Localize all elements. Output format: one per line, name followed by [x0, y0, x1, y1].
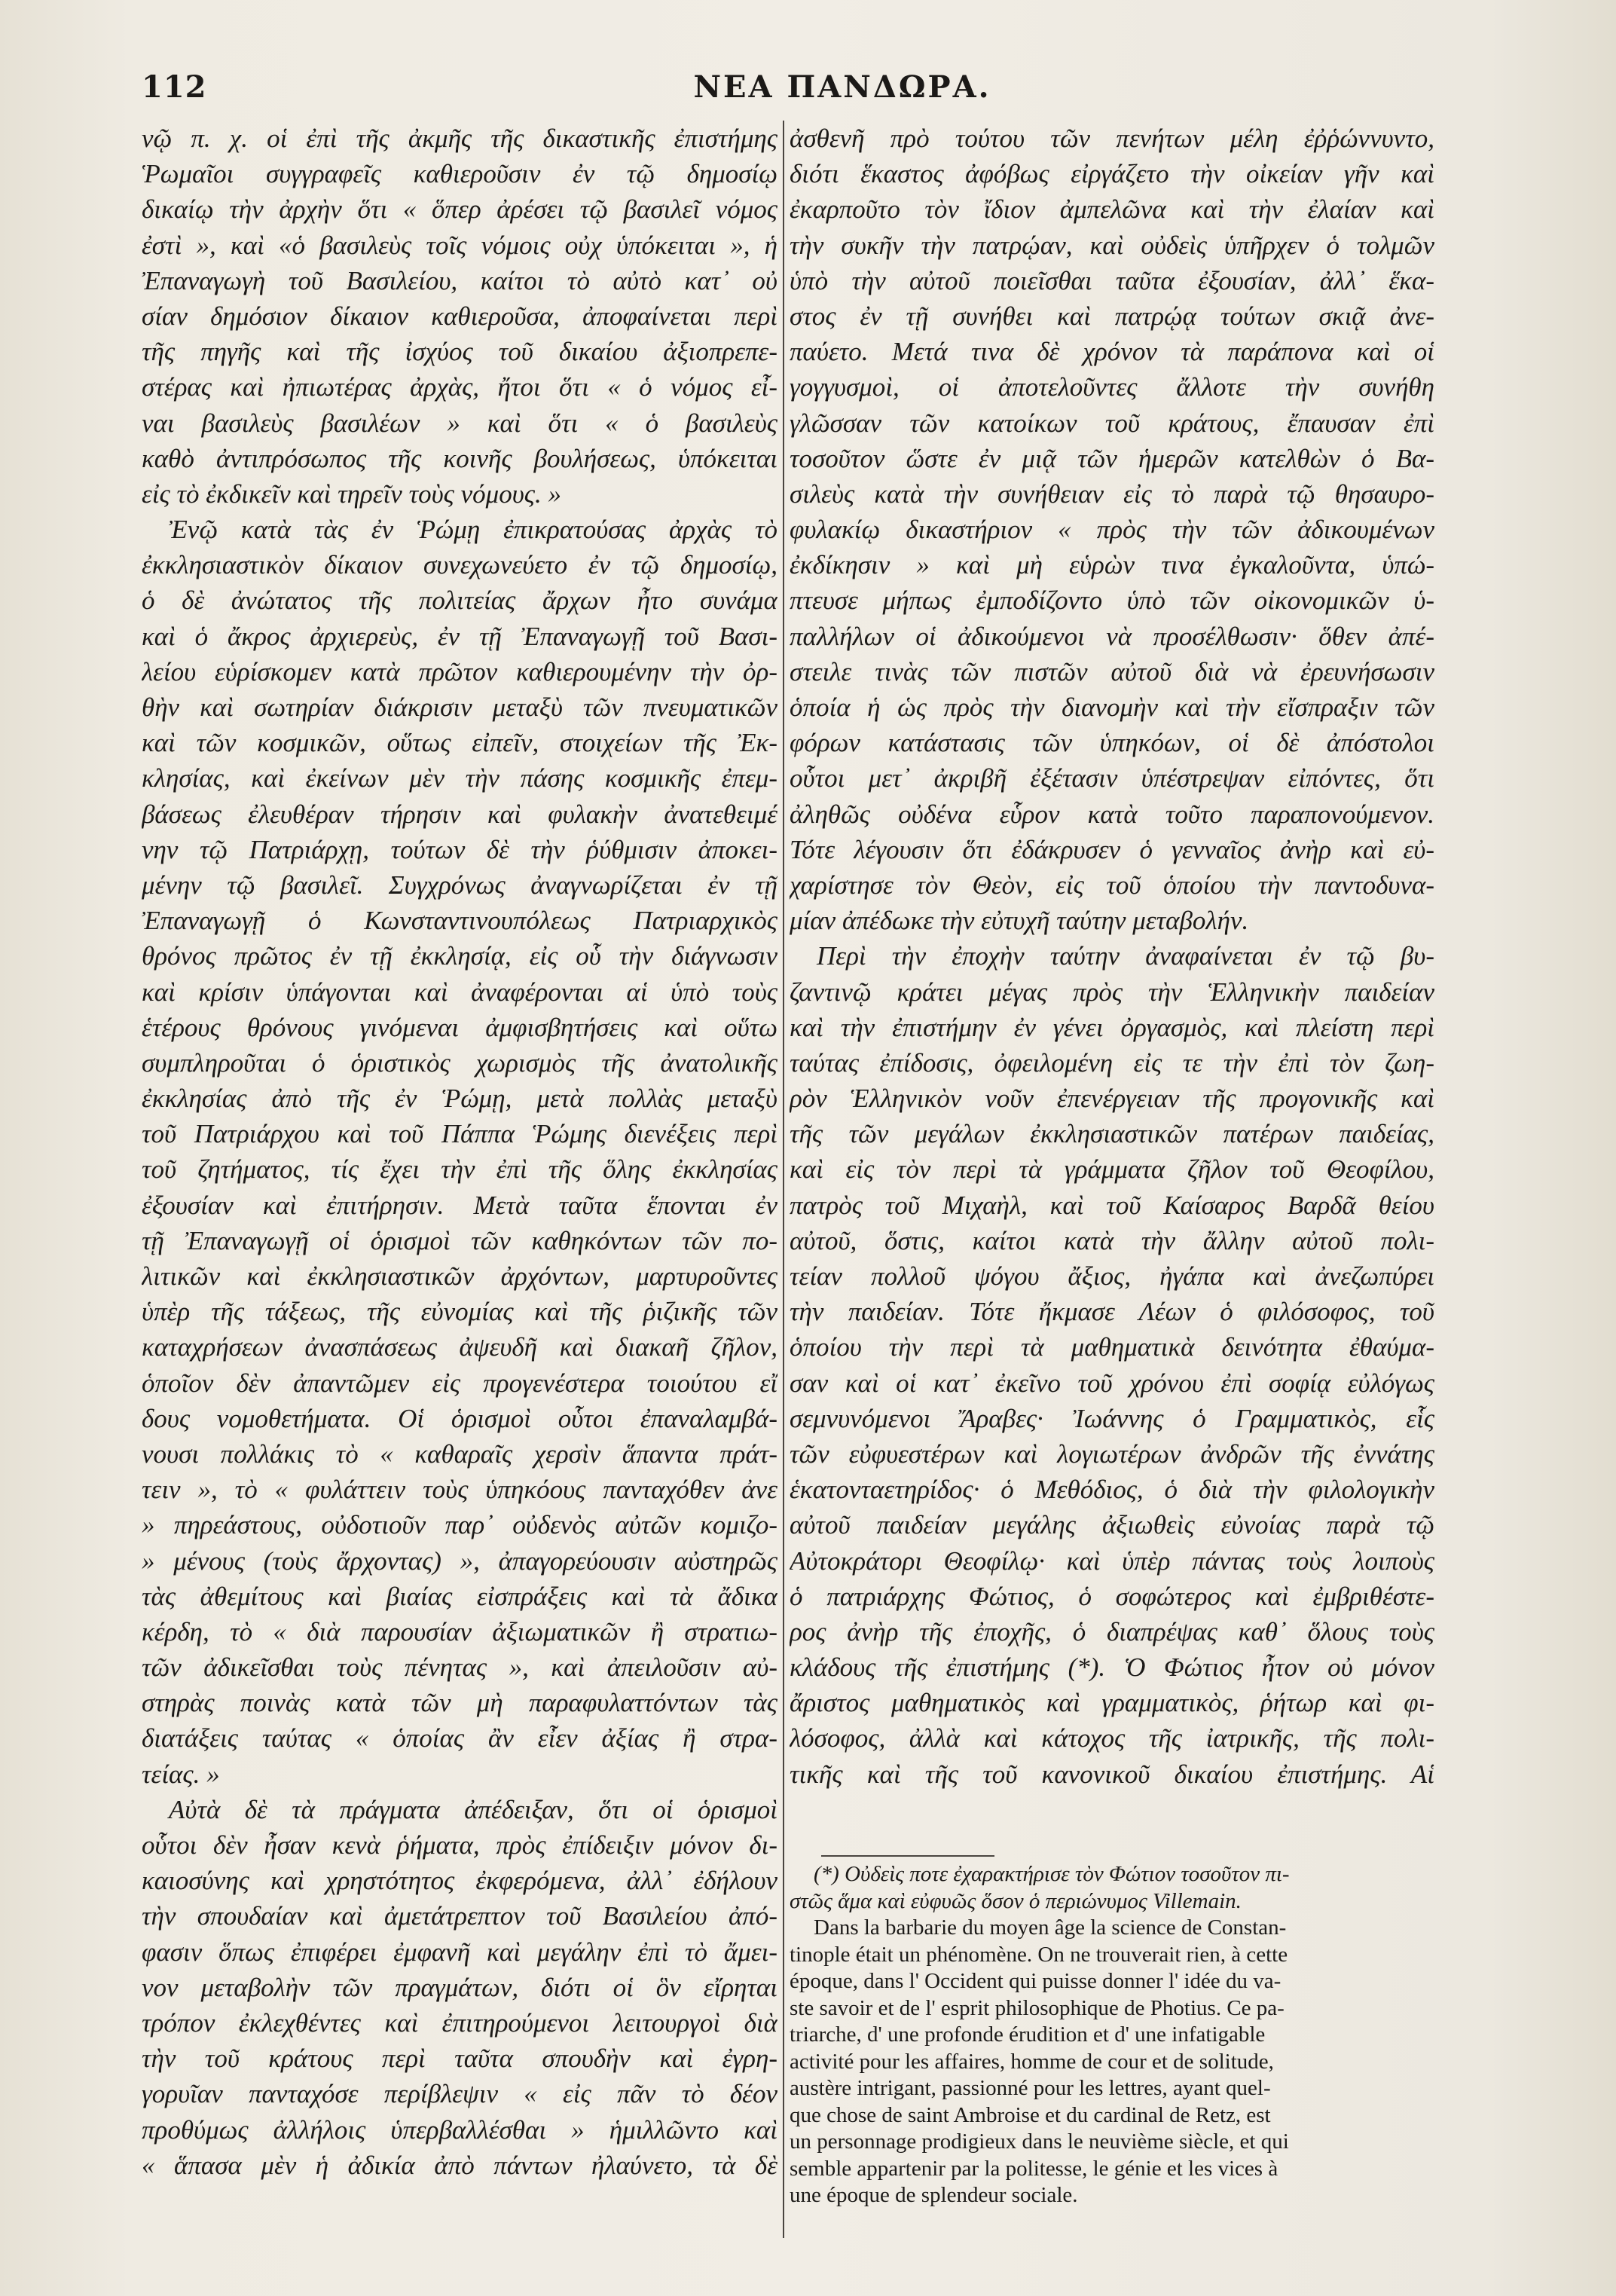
text-line: Ἐπαναγωγῇ ὁ Κωνσταντινουπόλεως Πατριαρχικὸς: [142, 906, 777, 936]
text-line: ρὸν Ἑλληνικὸν νοῦν ἐπενέργειαν τῆς προγονικῆς καὶ: [790, 1084, 1434, 1114]
footnote-french-line: époque, dans l' Occident qui puisse donner l' idée du va-: [790, 1969, 1281, 1993]
text-line: σιλεὺς κατὰ τὴν συνήθειαν εἰς τὸ παρὰ τῷ θησαυρο-: [790, 478, 1434, 509]
text-line: λόσοφος, ἀλλὰ καὶ κάτοχος τῆς ἰατρικῆς, τῆς πολι-: [790, 1723, 1434, 1753]
text-line: τὴν σπουδαίαν καὶ ἀμετάτρεπτον τοῦ Βασιλείου ἀπό-: [142, 1901, 777, 1931]
text-line: τὴν συκῆν τὴν πατρῴαν, καὶ οὐδεὶς ὑπῆρχεν ὁ τολμῶν: [790, 230, 1434, 260]
text-line: ἑκατονταετηρίδος· ὁ Μεθόδιος, ὁ διὰ τὴν φιλολογικὴν: [790, 1475, 1434, 1505]
text-line: οὗτοι δὲν ἦσαν κενὰ ῥήματα, πρὸς ἐπίδειξιν μόνον δι-: [142, 1830, 777, 1860]
text-line: γλῶσσαν τῶν κατοίκων τοῦ κράτους, ἔπαυσαν ἐπὶ: [790, 408, 1434, 438]
text-line: νουσι πολλάκις τὸ « καθαραῖς χερσὶν ἅπαντα πράτ-: [142, 1438, 777, 1469]
text-line: αὐτοῦ παιδείαν μεγάλης ἀξιωθεὶς εὐνοίας παρὰ τῷ: [790, 1510, 1434, 1540]
footnote-french-line: ste savoir et de l' esprit philosophique de Photius. Ce pa-: [790, 1995, 1285, 2020]
text-line: Ῥωμαῖοι συγγραφεῖς καθιεροῦσιν ἐν τῷ δημοσίῳ: [142, 159, 777, 189]
text-line: ἀσθενῆ πρὸ τούτου τῶν πενήτων μέλη ἐῤῥώννυντο,: [790, 124, 1434, 153]
text-line: Ἐπαναγωγὴ τοῦ Βασιλείου, καίτοι τὸ αὐτὸ κατ᾽ οὐ: [142, 265, 777, 295]
text-line: τείας. »: [142, 1759, 220, 1789]
text-line: φασιν ὅπως ἐπιφέρει ἐμφανῆ καὶ μεγάλην ἐπὶ τὸ ἄμει-: [142, 1937, 777, 1967]
text-line: κλησίας, καὶ ἐκείνων μὲν τὴν πάσης κοσμικῆς ἐπεμ-: [142, 763, 777, 793]
text-line: ἐκκλησιαστικὸν δίκαιον συνεχωνεύετο ἐν τῷ δημοσίῳ,: [142, 550, 777, 580]
footnote-french-line: un personnage prodigieux dans le neuvième siècle, et qui: [790, 2129, 1289, 2154]
text-line: παλλήλων οἱ ἀδικούμενοι νὰ προσέλθωσιν· ὅθεν ἀπέ-: [790, 621, 1434, 651]
text-line: σαν καὶ οἱ κατ᾽ ἐκεῖνο τοῦ χρόνου ἐπὶ σοφίᾳ εὐλόγως: [790, 1368, 1434, 1398]
text-line: διότι ἕκαστος ἀφόβως εἰργάζετο τὴν οἰκείαν γῆν καὶ: [790, 159, 1434, 189]
text-line: αὐτοῦ, ὅστις, καίτοι κατὰ τὴν ἄλλην αὐτοῦ πολι-: [790, 1225, 1434, 1255]
text-line: καταχρήσεων ἀνασπάσεως ἀψευδῆ καὶ διακαῆ ζῆλον,: [142, 1332, 777, 1362]
text-line: τὰς ἀθεμίτους καὶ βιαίας εἰσπράξεις καὶ τὰ ἄδικα: [142, 1581, 777, 1611]
text-line: ἀληθῶς οὐδένα εὗρον κατὰ τοῦτο παραπονούμενον.: [790, 799, 1434, 829]
text-line: Περὶ τὴν ἐποχὴν ταύτην ἀναφαίνεται ἐν τῷ βυ-: [817, 941, 1434, 971]
text-line: ὁ δὲ ἀνώτατος τῆς πολιτείας ἄρχων ἦτο συνάμα: [142, 585, 777, 616]
text-line: νῷ π. χ. οἱ ἐπὶ τῆς ἀκμῆς τῆς δικαστικῆς ἐπιστήμης: [142, 124, 777, 153]
text-line: τικῆς καὶ τῆς τοῦ κανονικοῦ δικαίου ἐπιστήμης. Αἱ: [790, 1759, 1434, 1789]
text-line: καὶ τῶν κοσμικῶν, οὕτως εἰπεῖν, στοιχείων τῆς Ἐκ-: [142, 728, 777, 758]
text-line: τοῦ Πατριάρχου καὶ τοῦ Πάππα Ῥώμης διενέξεις περὶ: [142, 1119, 777, 1149]
text-line: νην τῷ Πατριάρχῃ, τούτων δὲ τὴν ῥύθμισιν ἀποκει-: [142, 834, 777, 864]
text-line: Ἐνῷ κατὰ τὰς ἐν Ῥώμῃ ἐπικρατούσας ἀρχὰς τὸ: [169, 515, 777, 545]
text-line: τὴν παιδείαν. Τότε ἤκμασε Λέων ὁ φιλόσοφος, τοῦ: [790, 1297, 1434, 1327]
footnote-french-line: une époque de splendeur sociale.: [790, 2183, 1078, 2207]
text-line: τοῦ ζητήματος, τίς ἔχει τὴν ἐπὶ τῆς ὅλης ἐκκλησίας: [142, 1154, 777, 1185]
text-line: λείου εὑρίσκομεν κατὰ πρῶτον καθιερουμένην τὴν ὀρ-: [142, 656, 777, 686]
text-line: ἐκκλησίας ἀπὸ τῆς ἐν Ῥώμῃ, μετὰ πολλὰς μεταξὺ: [142, 1084, 777, 1114]
text-line: ὁποῖον δὲν ἀπαντῶμεν εἰς προγενέστερα τοιούτου εἴ: [142, 1368, 777, 1398]
text-line: χαρίστησε τὸν Θεὸν, εἰς τοῦ ὁποίου τὴν παντοδυνα-: [790, 870, 1434, 900]
text-line: τείαν πολλοῦ ψόγου ἄξιος, ἠγάπα καὶ ἀνεζωπύρει: [790, 1261, 1434, 1291]
footnote-greek-line: στῶς ἅμα καὶ εὐφυῶς ὅσον ὁ περιώνυμος Villemain.: [790, 1888, 1242, 1913]
text-line: καὶ ὁ ἄκρος ἀρχιερεὺς, ἐν τῇ Ἐπαναγωγῇ τοῦ Βασι-: [142, 621, 777, 651]
text-line: νον μεταβολὴν τῶν πραγμάτων, διότι οἱ ὃν εἴρηται: [142, 1972, 777, 2002]
text-line: τειν », τὸ « φυλάττειν τοὺς ὑπηκόους πανταχόθεν ἀνε: [142, 1475, 777, 1505]
text-line: Τότε λέγουσιν ὅτι ἐδάκρυσεν ὁ γενναῖος ἀνὴρ καὶ εὐ-: [790, 834, 1434, 864]
text-line: κέρδη, τὸ « διὰ παρουσίαν ἀξιωματικῶν ἢ στρατιω-: [142, 1616, 777, 1646]
text-line: μίαν ἀπέδωκε τὴν εὐτυχῆ ταύτην μεταβολήν.: [790, 906, 1249, 936]
text-line: ζαντινῷ κράτει μέγας πρὸς τὴν Ἑλληνικὴν παιδείαν: [790, 977, 1434, 1007]
text-line: τῆς τῶν μεγάλων ἐκκλησιαστικῶν πατέρων παιδείας,: [790, 1119, 1434, 1149]
text-line: εἰς τὸ ἐκδικεῖν καὶ τηρεῖν τοὺς νόμους. »: [142, 478, 561, 509]
text-line: καιοσύνης καὶ χρηστότητος ἐκφερόμενα, ἀλλ᾽ ἐδήλουν: [142, 1866, 777, 1896]
text-line: ναι βασιλεὺς βασιλέων » καὶ ὅτι « ὁ βασιλεὺς: [142, 408, 777, 438]
text-line: στηρὰς ποινὰς κατὰ τῶν μὴ παραφυλαττόντων τὰς: [142, 1688, 777, 1718]
text-line: ἐξουσίαν καὶ ἐπιτήρησιν. Μετὰ ταῦτα ἕπονται ἐν: [142, 1190, 777, 1220]
text-line: σεμνυνόμενοι Ἄραβες· Ἰωάννης ὁ Γραμματικὸς, εἷς: [790, 1403, 1434, 1433]
text-line: κλάδους τῆς ἐπιστήμης (*). Ὁ Φώτιος ἦτον οὐ μόνον: [790, 1652, 1434, 1683]
footnote-french-line: activité pour les affaires, homme de cour et de solitude,: [790, 2049, 1274, 2074]
text-line: τρόπον ἐκλεχθέντες καὶ ἐπιτηρούμενοι λειτουργοὶ διὰ: [142, 2007, 777, 2038]
text-line: καὶ κρίσιν ὑπάγονται καὶ ἀναφέρονται αἱ ὑπὸ τοὺς: [142, 977, 777, 1007]
footnote-french-line: Dans la barbarie du moyen âge la science de Constan-: [814, 1915, 1287, 1940]
page-number: 112: [142, 69, 207, 105]
column-divider: [783, 121, 784, 2238]
text-line: ὑπὸ τὴν αὐτοῦ ποιεῖσθαι ταῦτα ἐξουσίαν, ἀλλ᾽ ἕκα-: [790, 265, 1434, 295]
text-line: συμπληροῦται ὁ ὁριστικὸς χωρισμὸς τῆς ἀνατολικῆς: [142, 1047, 777, 1078]
text-line: οὗτοι μετ᾽ ἀκριβῆ ἐξέτασιν ὑπέστρεψαν εἰπόντες, ὅτι: [790, 763, 1434, 793]
text-line: σίαν δημόσιον δίκαιον καθιεροῦσα, ἀποφαίνεται περὶ: [142, 301, 777, 331]
left-column: [142, 121, 777, 2253]
text-line: προθύμως ἀλλήλοις ὑπερβαλλέσθαι » ἡμιλλῶντο καὶ: [142, 2114, 777, 2145]
text-line: Αὐτὰ δὲ τὰ πράγματα ἀπέδειξαν, ὅτι οἱ ὁρισμοὶ: [169, 1794, 777, 1824]
text-line: βάσεως ἐλευθέραν τήρησιν καὶ φυλακὴν ἀνατεθειμέ: [142, 799, 777, 829]
text-line: ὁποίου τὴν περὶ τὰ μαθηματικὰ δεινότητα ἐθαύμα-: [790, 1332, 1434, 1362]
text-line: πτευσε μήπως ἐμποδίζοντο ὑπὸ τῶν οἰκονομικῶν ὑ-: [790, 585, 1434, 616]
text-line: διατάξεις ταύτας « ὁποίας ἂν εἶεν ἀξίας ἢ στρα-: [142, 1723, 777, 1753]
text-line: ὁποία ἡ ὡς πρὸς τὴν διανομὴν καὶ τὴν εἴσπραξιν τῶν: [790, 692, 1434, 722]
text-line: παύετο. Μετά τινα δὲ χρόνον τὰ παράπονα καὶ οἱ: [790, 337, 1434, 367]
footnote-french-line: triarche, d' une profonde érudition et d' une infatigable: [790, 2022, 1266, 2047]
text-line: » μένους (τοὺς ἄρχοντας) », ἀπαγορεύουσιν αὐστηρῶς: [142, 1545, 777, 1576]
text-line: γορυῖαν πανταχόσε περίβλεψιν « εἰς πᾶν τὸ δέον: [142, 2079, 777, 2109]
footnote-french-line: semble appartenir par la politesse, le génie et les vices à: [790, 2156, 1278, 2181]
text-line: δικαίῳ τὴν ἀρχὴν ὅτι « ὅπερ ἀρέσει τῷ βασιλεῖ νόμος: [142, 194, 777, 225]
text-line: ἄριστος μαθηματικὸς καὶ γραμματικὸς, ῥήτωρ καὶ φι-: [790, 1688, 1434, 1718]
text-line: ἐστὶ », καὶ «ὁ βασιλεὺς τοῖς νόμοις οὐχ ὑπόκειται », ἡ: [142, 230, 777, 260]
running-head: [142, 69, 1543, 116]
text-line: στειλε τινὰς τῶν πιστῶν αὐτοῦ διὰ νὰ ἐρευνήσωσιν: [790, 656, 1434, 686]
text-line: πατρὸς τοῦ Μιχαὴλ, καὶ τοῦ Καίσαρος Βαρδᾶ θείου: [790, 1190, 1434, 1220]
text-line: τῶν εὐφυεστέρων καὶ λογιωτέρων ἀνδρῶν τῆς ἐννάτης: [790, 1438, 1434, 1469]
footnote-french-line: tinople était un phénomène. On ne trouverait rien, à cette: [790, 1942, 1288, 1967]
text-line: ἑτέρους θρόνους γινόμεναι ἀμφισβητήσεις καὶ οὕτω: [142, 1012, 777, 1042]
text-line: λιτικῶν καὶ ἐκκλησιαστικῶν ἀρχόντων, μαρτυροῦντες: [142, 1261, 777, 1291]
text-line: καθὸ ἀντιπρόσωπος τῆς κοινῆς βουλήσεως, ὑπόκειται: [142, 443, 777, 473]
text-line: τῆς πηγῆς καὶ τῆς ἰσχύος τοῦ δικαίου ἀξιοπρεπε-: [142, 337, 777, 367]
text-line: φόρων κατάστασις τῶν ὑπηκόων, οἱ δὲ ἀπόστολοι: [790, 728, 1434, 758]
text-line: δους νομοθετήματα. Οἱ ὁρισμοὶ οὗτοι ἐπαναλαμβά-: [142, 1403, 777, 1433]
text-line: καὶ τὴν ἐπιστήμην ἐν γένει ὀργασμὸς, καὶ πλείστη περὶ: [790, 1012, 1434, 1042]
text-line: στέρας καὶ ἠπιωτέρας ἀρχὰς, ἤτοι ὅτι « ὁ νόμος εἶ-: [142, 372, 777, 402]
text-line: μένην τῷ βασιλεῖ. Συγχρόνως ἀναγνωρίζεται ἐν τῇ: [142, 870, 777, 900]
text-line: θρόνος πρῶτος ἐν τῇ ἐκκλησίᾳ, εἰς οὗ τὴν διάγνωσιν: [142, 941, 777, 971]
text-line: ρος ἀνὴρ τῆς ἐποχῆς, ὁ διαπρέψας καθ᾽ ὅλους τοὺς: [790, 1616, 1434, 1646]
text-line: ἐκδίκησιν » καὶ μὴ εὑρὼν τινα ἐγκαλοῦντα, ὑπώ-: [790, 550, 1434, 580]
text-line: καὶ εἰς τὸν περὶ τὰ γράμματα ζῆλον τοῦ Θεοφίλου,: [790, 1154, 1434, 1185]
footnote-french-line: que chose de saint Ambroise et du cardinal de Retz, est: [790, 2102, 1271, 2127]
text-line: φυλακίῳ δικαστήριον « πρὸς τὴν τῶν ἀδικουμένων: [790, 515, 1434, 545]
footnote-french-line: austère intrigant, passionné pour les lettres, ayant quel-: [790, 2076, 1271, 2100]
text-line: τῶν ἀδικεῖσθαι τοὺς πένητας », καὶ ἀπειλοῦσιν αὐ-: [142, 1652, 777, 1683]
footnote: [790, 1861, 1434, 2209]
text-line: τὴν τοῦ κράτους περὶ ταῦτα σπουδὴν καὶ ἐγρη-: [142, 2044, 777, 2074]
text-line: γογγυσμοὶ, οἱ ἀποτελοῦντες ἄλλοτε τὴν συνήθη: [790, 372, 1434, 402]
text-line: θὴν καὶ σωτηρίαν διάκρισιν μεταξὺ τῶν πνευματικῶν: [142, 692, 777, 722]
text-line: τοσοῦτον ὥστε ἐν μιᾷ τῶν ἡμερῶν κατελθὼν ὁ Βα-: [790, 443, 1434, 473]
text-line: Αὐτοκράτορι Θεοφίλῳ· καὶ ὑπὲρ πάντας τοὺς λοιποὺς: [790, 1545, 1434, 1576]
text-line: τῇ Ἐπαναγωγῇ οἱ ὁρισμοὶ τῶν καθηκόντων τῶν πο-: [142, 1225, 777, 1255]
journal-title: ΝΕΑ ΠΑΝΔΩΡΑ.: [693, 69, 991, 105]
footnote-divider: [821, 1855, 994, 1857]
text-line: « ἅπασα μὲν ἡ ἀδικία ἀπὸ πάντων ἠλαύνετο, τὰ δὲ: [142, 2150, 777, 2180]
text-line: ὑπὲρ τῆς τάξεως, τῆς εὐνομίας καὶ τῆς ῥιζικῆς τῶν: [142, 1297, 777, 1327]
text-line: στος ἐν τῇ συνήθει καὶ πατρῴᾳ τούτων σκιᾷ ἀνε-: [790, 301, 1434, 331]
footnote-greek-line: (*) Οὐδεὶς ποτε ἐχαρακτήρισε τὸν Φώτιον τοσοῦτον πι-: [814, 1862, 1290, 1886]
text-line: ταύτας ἐπίδοσις, ὀφειλομένη εἰς τε τὴν ἐπὶ τὸν ζωη-: [790, 1047, 1434, 1078]
text-line: » πηρεάστους, οὐδοτιοῦν παρ᾽ οὐδενὸς αὐτῶν κομιζο-: [142, 1510, 777, 1540]
text-line: ἐκαρποῦτο τὸν ἴδιον ἀμπελῶνα καὶ τὴν ἐλαίαν καὶ: [790, 194, 1434, 225]
text-line: ὁ πατριάρχης Φώτιος, ὁ σοφώτερος καὶ ἐμβριθέστε-: [790, 1581, 1434, 1611]
